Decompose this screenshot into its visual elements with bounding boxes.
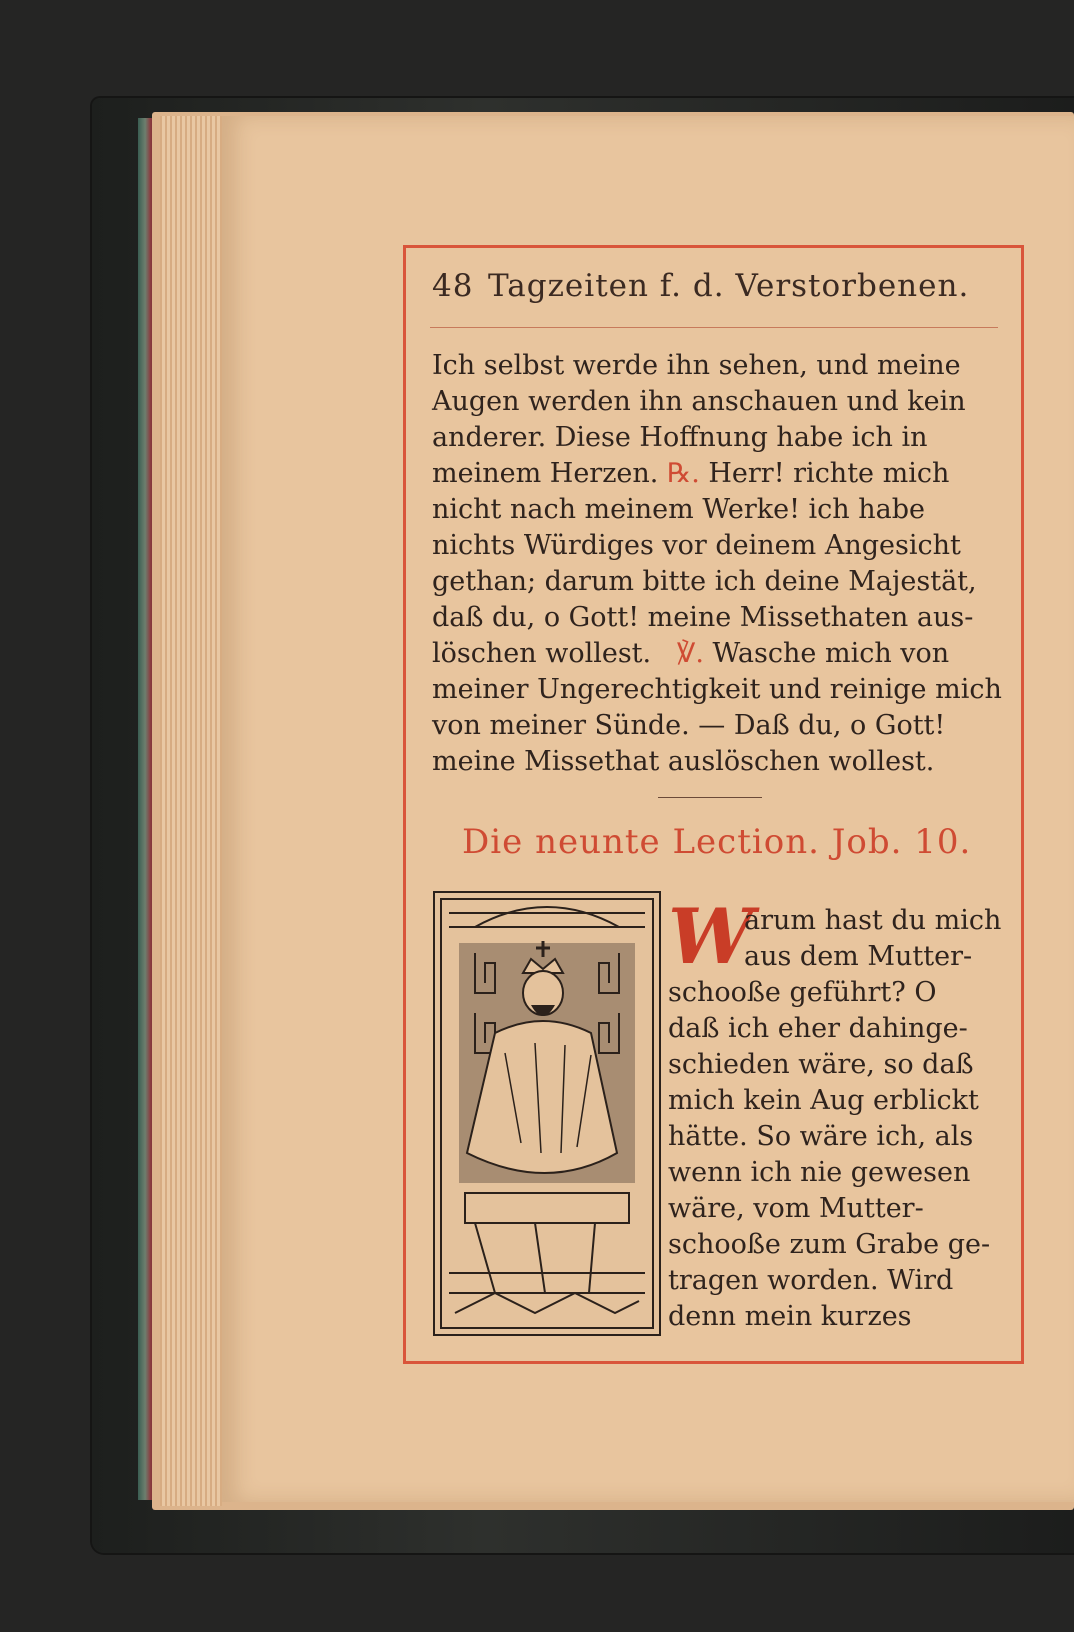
column-line: schooße geführt? O [668, 977, 937, 1008]
column-line: wenn ich nie gewesen [668, 1157, 971, 1188]
column-line: schooße zum Grabe ge- [668, 1229, 991, 1260]
body-line: nichts Würdiges vor deinem Angesicht [432, 530, 961, 561]
enthroned-figure-woodcut [435, 893, 659, 1334]
column-line: arum hast du mich [744, 905, 1002, 936]
column-line: wäre, vom Mutter- [668, 1193, 924, 1224]
body-line: anderer. Diese Hoffnung habe ich in [432, 422, 928, 453]
body-text [432, 348, 1002, 780]
body-line: meiner Ungerechtigkeit und reinige mich [432, 674, 1002, 705]
body-line: gethan; darum bitte ich deine Majestät, [432, 566, 977, 597]
body-line: von meiner Sünde. — Daß du, o Gott! [432, 710, 946, 741]
page-number: 48 [432, 268, 474, 304]
body-line-part: Wasche mich von [712, 638, 950, 669]
woodcut-illustration [433, 891, 661, 1336]
body-line: Augen werden ihn anschauen und kein [432, 386, 966, 417]
body-line [432, 636, 994, 672]
column-line: hätte. So wäre ich, als [668, 1121, 974, 1152]
body-line-part: löschen wollest. [432, 638, 652, 669]
body-line: daß du, o Gott! meine Missethaten aus- [432, 602, 974, 633]
column-line: denn mein kurzes [668, 1301, 912, 1332]
body-line: nicht nach meinem Werke! ich habe [432, 494, 926, 525]
responsory-symbol: ℞. [666, 458, 700, 489]
column-line: mich kein Aug erblickt [668, 1085, 979, 1116]
section-divider [658, 797, 762, 798]
body-line: meine Missethat auslöschen wollest. [432, 746, 935, 777]
versicle-symbol: ℣. [676, 638, 704, 669]
column-line: schieden wäre, so daß [668, 1049, 974, 1080]
header-rule [430, 327, 998, 328]
running-title: Tagzeiten f. d. Verstorbenen. [488, 268, 970, 304]
column-line: tragen worden. Wird [668, 1265, 954, 1296]
body-line-part: Herr! richte mich [708, 458, 950, 489]
column-text [668, 892, 1002, 1335]
column-line: daß ich eher dahinge- [668, 1013, 968, 1044]
body-line: Ich selbst werde ihn sehen, und meine [432, 350, 961, 381]
drop-cap: W [668, 892, 754, 981]
column-line: aus dem Mutter- [744, 941, 973, 972]
body-line [432, 456, 994, 492]
section-title: Die neunte Lection. Job. 10. [462, 822, 972, 862]
running-header [432, 268, 992, 310]
page-edge-lines [160, 116, 222, 1506]
body-line-part: meinem Herzen. [432, 458, 659, 489]
